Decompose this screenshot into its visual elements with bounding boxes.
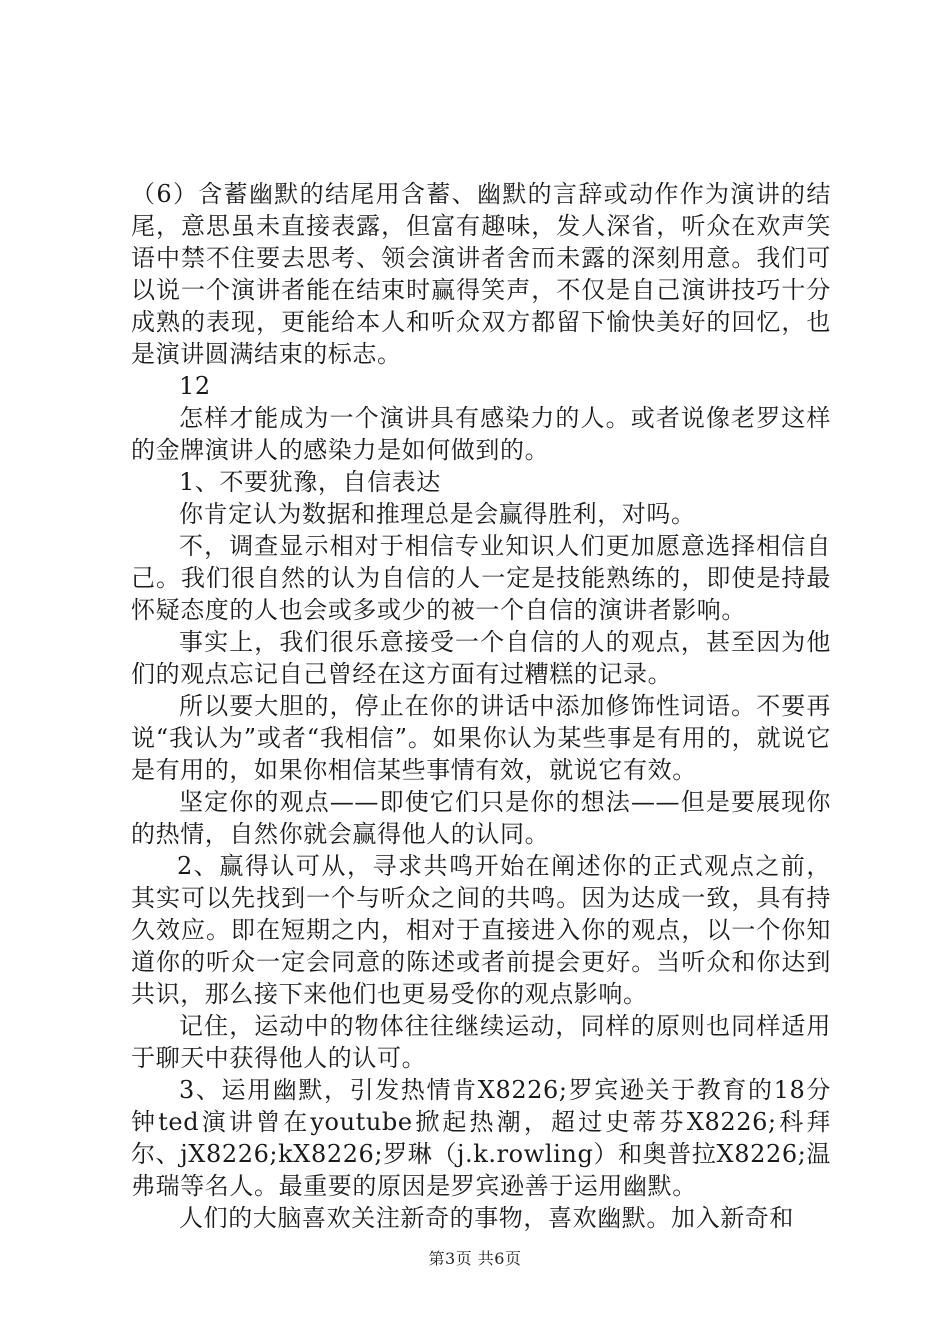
paragraph-firm-views: 坚定你的观点——即使它们只是你的想法——但是要展现你的热情，自然你就会赢得他人的认同。 (131, 788, 831, 848)
paragraph-momentum: 记住，运动中的物体往往继续运动，同样的原则也同样适用于聊天中获得他人的认可。 (131, 1012, 831, 1072)
paragraph-intro-question: 怎样才能成为一个演讲具有感染力的人。或者说像老罗这样的金牌演讲人的感染力是如何做到的。 (131, 404, 831, 464)
heading-point-1: 1、不要犹豫，自信表达 (179, 468, 441, 496)
section-number: 12 (179, 372, 211, 400)
page-footer: 第3页 共6页 (428, 1249, 522, 1268)
document-body (131, 178, 831, 1234)
paragraph-data-reasoning: 你肯定认为数据和推理总是会赢得胜利，对吗。 (179, 500, 696, 528)
paragraph-be-bold: 所以要大胆的，停止在你的讲话中添加修饰性词语。不要再说“我认为”或者“我相信”。如果你认为某些事是有用的，就说它是有用的，如果你相信某些事情有效，就说它有效。 (131, 692, 831, 784)
paragraph-humorous-ending: （6）含蓄幽默的结尾用含蓄、幽默的言辞或动作作为演讲的结尾，意思虽未直接表露，但富有趣味，发人深省，听众在欢声笑语中禁不住要去思考、领会演讲者舍而未露的深刻用意。我们可以说一个演讲者能在结束时赢得笑声，不仅是自己演讲技巧十分成熟的表现，更能给本人和听众双方都留下愉快美好的回忆，也是演讲圆满结束的标志。 (131, 180, 831, 368)
paragraph-point-3: 3、运用幽默，引发热情肯X8226;罗宾逊关于教育的18分钟ted演讲曾在youtube掀起热潮，超过史蒂芬X8226;科拜尔、jX8226;kX8226;罗琳（j.k.rowling）和奥普拉X8226;温弗瑞等名人。最重要的原因是罗宾逊善于运用幽默。 (131, 1076, 831, 1200)
paragraph-confidence-research: 不，调查显示相对于相信专业知识人们更加愿意选择相信自己。我们很自然的认为自信的人一定是技能熟练的，即使是持最怀疑态度的人也会或多或少的被一个自信的演讲者影响。 (131, 532, 831, 624)
paragraph-novelty: 人们的大脑喜欢关注新奇的事物，喜欢幽默。加入新奇和 (179, 1204, 794, 1232)
paragraph-point-2: 2、赢得认可从，寻求共鸣开始在阐述你的正式观点之前，其实可以先找到一个与听众之间的共鸣。因为达成一致，具有持久效应。即在短期之内，相对于直接进入你的观点，以一个你知道你的听众一定会同意的陈述或者前提会更好。当听众和你达到共识，那么接下来他们也更易受你的观点影响。 (131, 852, 831, 1008)
paragraph-accept-confident: 事实上，我们很乐意接受一个自信的人的观点，甚至因为他们的观点忘记自己曾经在这方面有过糟糕的记录。 (131, 628, 831, 688)
